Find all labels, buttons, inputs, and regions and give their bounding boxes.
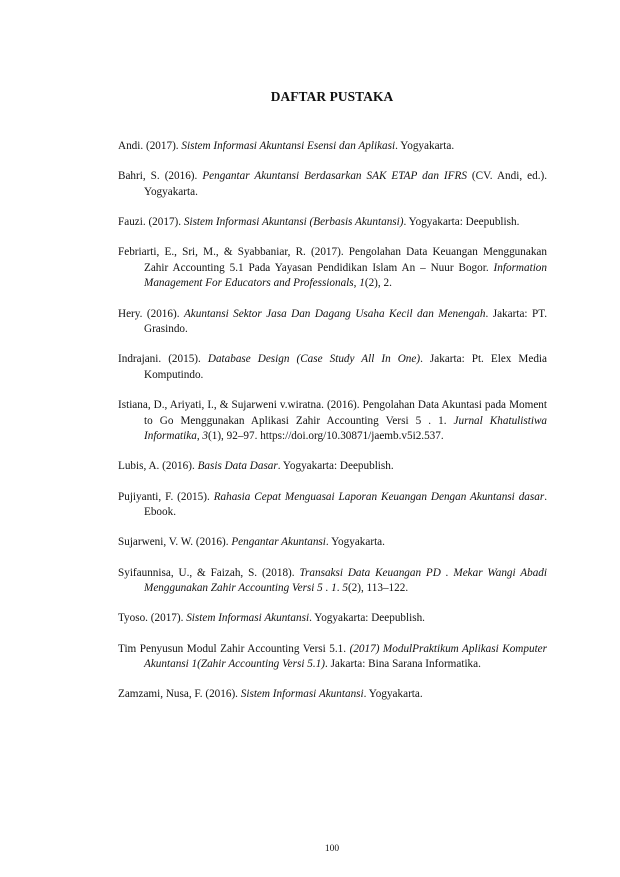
ref-title: Rahasia Cepat Menguasai Laporan Keuangan Dengan Akuntansi dasar xyxy=(213,490,545,503)
ref-text: Febriarti, E., Sri, M., & Syabbaniar, R. (2017). Pengolahan Data Keuangan Menggunakan Zahir Accounting 5.1 Pada Yayasan Pendidikan Islam An – Nuur Bogor. xyxy=(118,246,547,274)
ref-title: Sistem Informasi Akuntansi (Berbasis Akuntansi) xyxy=(183,215,404,228)
ref-text: Tyoso. (2017). xyxy=(118,612,187,625)
reference-entry xyxy=(118,169,547,200)
ref-text: Istiana, D., Ariyati, I., & Sujarweni v.wiratna. (2016). Pengolahan Data Akuntasi pada Moment to Go Menggunakan Aplikasi Zahir Accounting Versi 5 . 1. xyxy=(118,399,547,427)
ref-title: Database Design (Case Study All In One) xyxy=(207,353,421,366)
ref-text: (2), 2. xyxy=(364,277,392,290)
ref-text: . Ebook. xyxy=(144,490,547,519)
reference-entry xyxy=(118,352,547,383)
ref-title: (2017) ModulPraktikum Aplikasi Komputer Akuntansi 1(Zahir Accounting Versi 5.1) xyxy=(144,642,547,671)
ref-text: Syifaunnisa, U., & Faizah, S. (2018). xyxy=(118,566,300,579)
ref-text: Sujarweni, V. W. (2016). xyxy=(118,536,232,549)
ref-text: . Yogyakarta: Deepublish. xyxy=(403,215,520,228)
reference-entry xyxy=(118,490,547,521)
page-number: 100 xyxy=(324,844,340,854)
reference-entry xyxy=(118,307,547,338)
ref-text: . xyxy=(336,582,343,595)
ref-text: Indrajani. (2015). xyxy=(118,353,208,366)
ref-text: Hery. (2016). xyxy=(118,307,184,320)
ref-text: (2), 113–122. xyxy=(347,582,409,595)
ref-text: . Yogyakarta: Deepublish. xyxy=(309,612,425,625)
ref-text: Andi. (2017). xyxy=(118,140,182,152)
ref-text: . Jakarta: Bina Sarana Informatika. xyxy=(324,658,481,671)
ref-title: Sistem Informasi Akuntansi xyxy=(186,612,310,625)
reference-entry xyxy=(118,611,547,627)
ref-text: . Yogyakarta. xyxy=(325,536,385,549)
ref-text: . Jakarta: PT. Grasindo. xyxy=(144,307,547,336)
reference-entry xyxy=(118,566,547,597)
ref-text: Pujiyanti, F. (2015). xyxy=(118,490,214,503)
ref-text: . Jakarta: Pt. Elex Media Komputindo. xyxy=(144,353,547,381)
ref-title: Transaksi Data Keuangan PD . Mekar Wangi Abadi Menggunakan Zahir Accounting Versi 5 . 1 xyxy=(144,566,547,595)
ref-title: Pengantar Akuntansi xyxy=(231,536,326,549)
ref-title: Information Management For Educators and Professionals xyxy=(144,261,547,290)
ref-volume: 3 xyxy=(202,430,209,443)
ref-text: , xyxy=(353,277,360,290)
reference-entry xyxy=(118,687,547,703)
reference-entry xyxy=(118,245,547,292)
ref-text: (1), 92–97. https://doi.org/10.30871/jaemb.v5i2.537. xyxy=(208,430,444,443)
ref-title: Sistem Informasi Akuntansi Esensi dan Aplikasi xyxy=(181,140,396,152)
ref-text: . Yogyakarta. xyxy=(363,688,423,701)
ref-title: Sistem Informasi Akuntansi xyxy=(240,688,364,701)
ref-text: (CV. Andi, ed.). Yogyakarta. xyxy=(144,170,548,198)
reference-entry xyxy=(118,139,547,155)
ref-text: . Yogyakarta: Deepublish. xyxy=(277,460,394,473)
ref-text: , xyxy=(196,430,203,443)
ref-text: Bahri, S. (2016). xyxy=(118,170,203,183)
ref-text: Tim Penyusun Modul Zahir Accounting Versi 5.1. xyxy=(118,642,350,655)
reference-entry xyxy=(118,459,547,475)
ref-text: . Yogyakarta. xyxy=(395,140,455,152)
ref-volume: 1 xyxy=(359,277,365,290)
ref-title: Akuntansi Sektor Jasa Dan Dagang Usaha Kecil dan Menengah xyxy=(183,307,486,320)
reference-entry xyxy=(118,535,547,551)
ref-text: Zamzami, Nusa, F. (2016). xyxy=(118,688,241,701)
ref-volume: 5 xyxy=(342,582,348,595)
ref-title: Pengantar Akuntansi Berdasarkan SAK ETAP dan IFRS xyxy=(202,170,467,183)
ref-title: Jurnal Khatulistiwa Informatika xyxy=(144,414,547,443)
reference-list xyxy=(118,139,547,718)
ref-text: Fauzi. (2017). xyxy=(118,215,184,228)
page-title: DAFTAR PUSTAKA xyxy=(270,89,394,104)
reference-entry xyxy=(118,642,547,673)
reference-entry xyxy=(118,215,547,231)
ref-text: Lubis, A. (2016). xyxy=(118,460,198,473)
reference-entry xyxy=(118,398,547,445)
ref-title: Basis Data Dasar xyxy=(197,460,278,473)
